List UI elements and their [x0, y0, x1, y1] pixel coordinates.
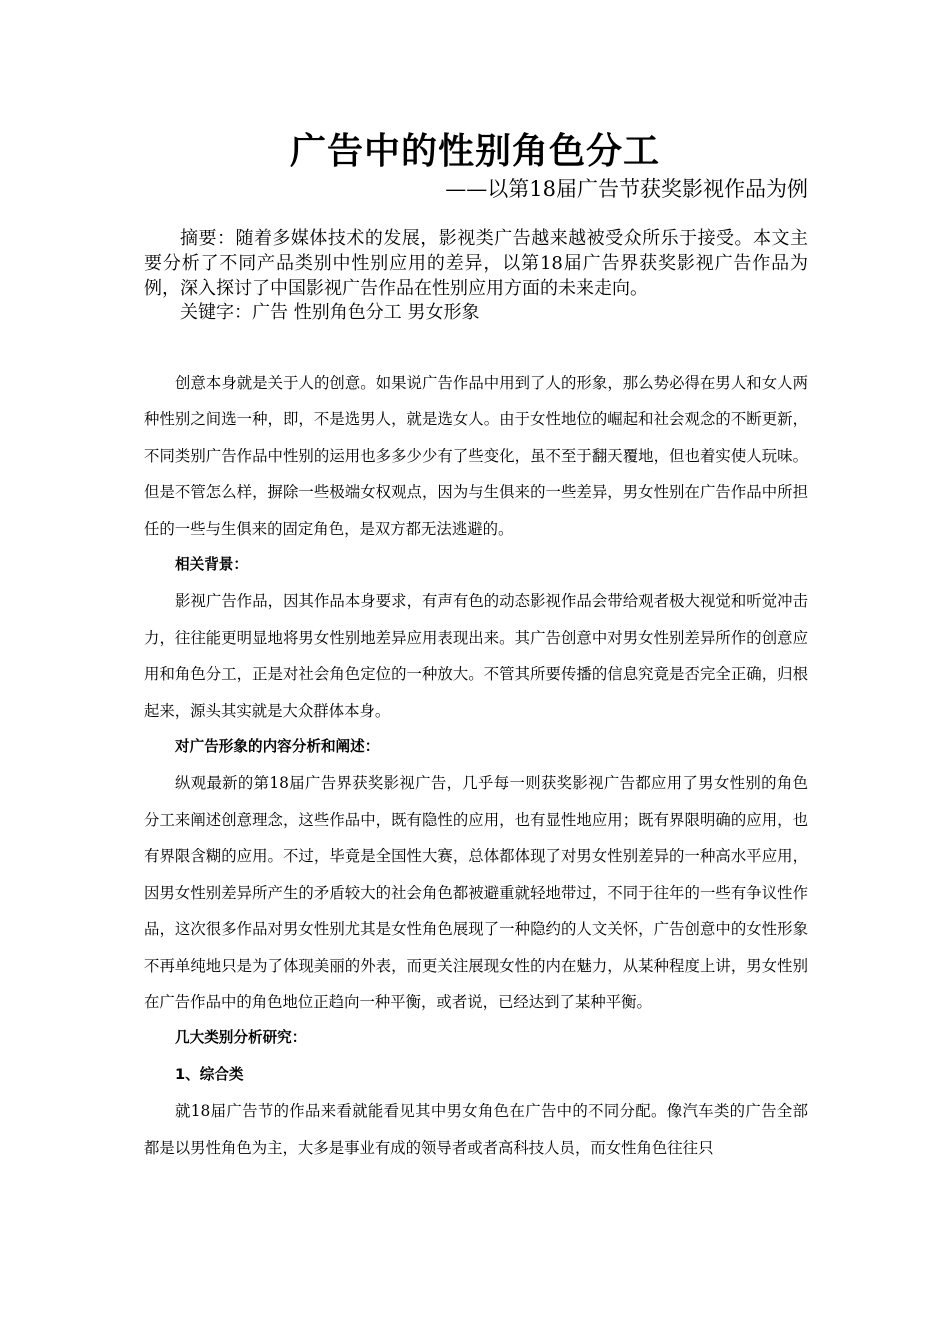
intro-paragraph: 创意本身就是关于人的创意。如果说广告作品中用到了人的形象，那么势必得在男人和女人两种性别之间选一种，即，不是选男人，就是选女人。由于女性地位的崛起和社会观念的不断更新，不同类别广告作品中性别的运用也多多少少有了些变化，虽不至于翻天覆地，但也着实使人玩味。但是不管怎么样，摒除一些极端女权观点，因为与生俱来的一些差异，男女性别在广告作品中所担任的一些与生俱来的固定角色，是双方都无法逃避的。 — [144, 374, 808, 538]
comprehensive-paragraph: 就18届广告节的作品来看就能看见其中男女角色在广告中的不同分配。像汽车类的广告全部都是以男性角色为主，大多是事业有成的领导者或者高科技人员，而女性角色往往只 — [144, 1102, 808, 1157]
document-body — [144, 365, 808, 1166]
analysis-paragraph: 纵观最新的第18届广告界获奖影视广告，几乎每一则获奖影视广告都应用了男女性别的角色分工来阐述创意理念，这些作品中，既有隐性的应用，也有显性地应用；既有界限明确的应用，也有界限含糊的应用。不过，毕竟是全国性大赛，总体都体现了对男女性别差异的一种高水平应用，因男女性别差异所产生的矛盾较大的社会角色都被避重就轻地带过，不同于往年的一些有争议性作品，这次很多作品对男女性别尤其是女性角色展现了一种隐约的人文关怀，广告创意中的女性形象不再单纯地只是为了体现美丽的外表，而更关注展现女性的内在魅力，从某种程度上讲，男女性别在广告作品中的角色地位正趋向一种平衡，或者说，已经达到了某种平衡。 — [144, 774, 808, 1011]
keywords-line: 关键字：广告 性别角色分工 男女形象 — [180, 302, 480, 323]
background-paragraph: 影视广告作品，因其作品本身要求，有声有色的动态影视作品会带给观者极大视觉和听觉冲击力，往往能更明显地将男女性别地差异应用表现出来。其广告创意中对男女性别差异所作的创意应用和角色分工，正是对社会角色定位的一种放大。不管其所要传播的信息究竟是否完全正确，归根起来，源头其实就是大众群体本身。 — [144, 592, 808, 720]
section-heading-categories: 几大类别分析研究： — [175, 1029, 307, 1047]
section-heading-background: 相关背景： — [175, 556, 248, 574]
abstract-paragraph: 摘要：随着多媒体技术的发展，影视类广告越来越被受众所乐于接受。本文主要分析了不同产品类别中性别应用的差异，以第18届广告界获奖影视广告作品为例，深入探讨了中国影视广告作品在性别应用方面的未来走向。 — [144, 228, 808, 299]
section-heading-analysis: 对广告形象的内容分析和阐述： — [175, 738, 380, 756]
document-title: 广告中的性别角色分工 — [289, 131, 660, 172]
subsection-heading-comprehensive: 1、综合类 — [175, 1065, 244, 1083]
document-subtitle: ——以第18届广告节获奖影视作品为例 — [445, 177, 808, 201]
